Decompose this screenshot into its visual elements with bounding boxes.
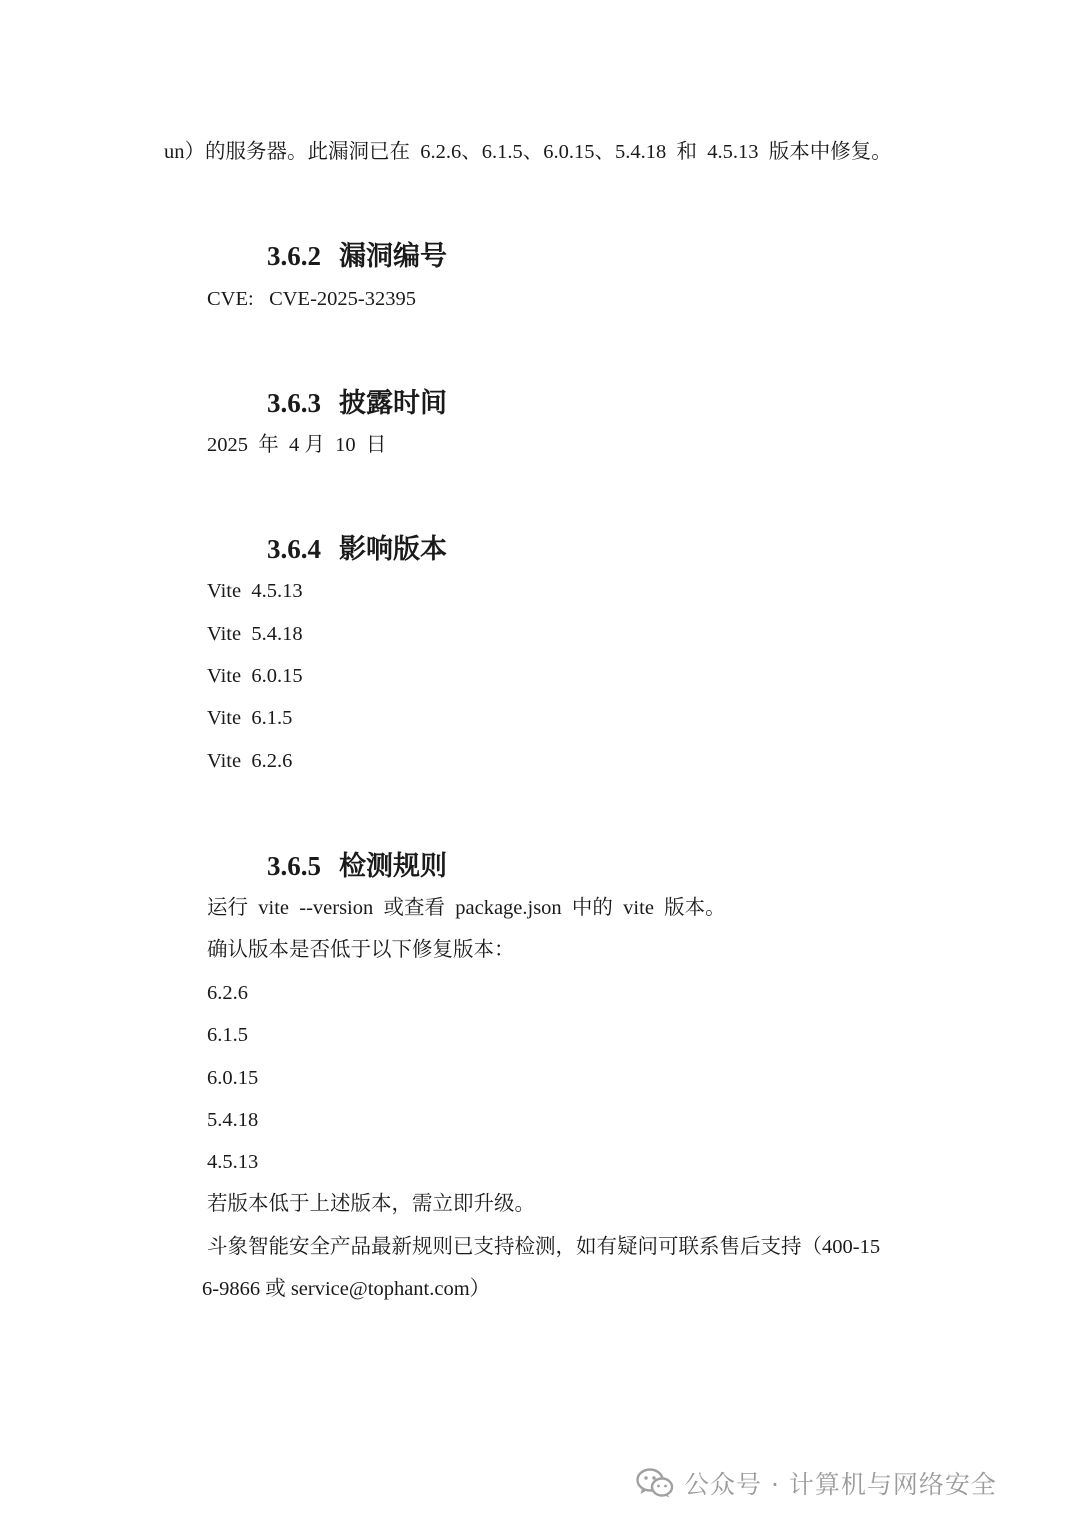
fixed-version-item: 4.5.13 bbox=[207, 1151, 259, 1173]
affected-version-item: Vite 6.1.5 bbox=[207, 707, 293, 729]
affected-version-item: Vite 4.5.13 bbox=[207, 580, 303, 602]
detection-step: 运行 vite --version 或查看 package.json 中的 vite 版本。 bbox=[207, 897, 726, 919]
section-number: 3.6.3 bbox=[267, 388, 321, 418]
disclosure-date: 2025 年 4 月 10 日 bbox=[207, 434, 387, 456]
affected-version-item: Vite 6.2.6 bbox=[207, 750, 293, 772]
section-title: 披露时间 bbox=[339, 388, 447, 418]
fixed-version-item: 5.4.18 bbox=[207, 1109, 259, 1131]
cve-id: CVE: CVE-2025-32395 bbox=[207, 288, 416, 310]
section-number: 3.6.4 bbox=[267, 534, 321, 564]
fixed-version-item: 6.2.6 bbox=[207, 982, 248, 1004]
affected-version-item: Vite 6.0.15 bbox=[207, 665, 303, 687]
watermark-text: 公众号 · 计算机与网络安全 bbox=[684, 1470, 997, 1499]
fixed-version-item: 6.1.5 bbox=[207, 1024, 248, 1046]
support-note: 斗象智能安全产品最新规则已支持检测，如有疑问可联系售后支持（400-15 bbox=[207, 1236, 881, 1258]
wechat-icon bbox=[636, 1468, 674, 1498]
intro-line: un）的服务器。此漏洞已在 6.2.6、6.1.5、6.0.15、5.4.18 和 4.5.13 版本中修复。 bbox=[164, 141, 892, 163]
support-contact: 6-9866 或 service@tophant.com） bbox=[202, 1278, 491, 1300]
section-title: 检测规则 bbox=[339, 851, 447, 881]
section-number: 3.6.5 bbox=[267, 851, 321, 881]
wechat-watermark bbox=[636, 1463, 997, 1503]
fixed-version-item: 6.0.15 bbox=[207, 1067, 259, 1089]
section-title: 漏洞编号 bbox=[339, 241, 447, 271]
detection-step: 若版本低于上述版本，需立即升级。 bbox=[207, 1193, 535, 1215]
affected-version-item: Vite 5.4.18 bbox=[207, 623, 303, 645]
detection-step: 确认版本是否低于以下修复版本： bbox=[207, 939, 515, 961]
section-number: 3.6.2 bbox=[267, 241, 321, 271]
section-title: 影响版本 bbox=[339, 534, 447, 564]
